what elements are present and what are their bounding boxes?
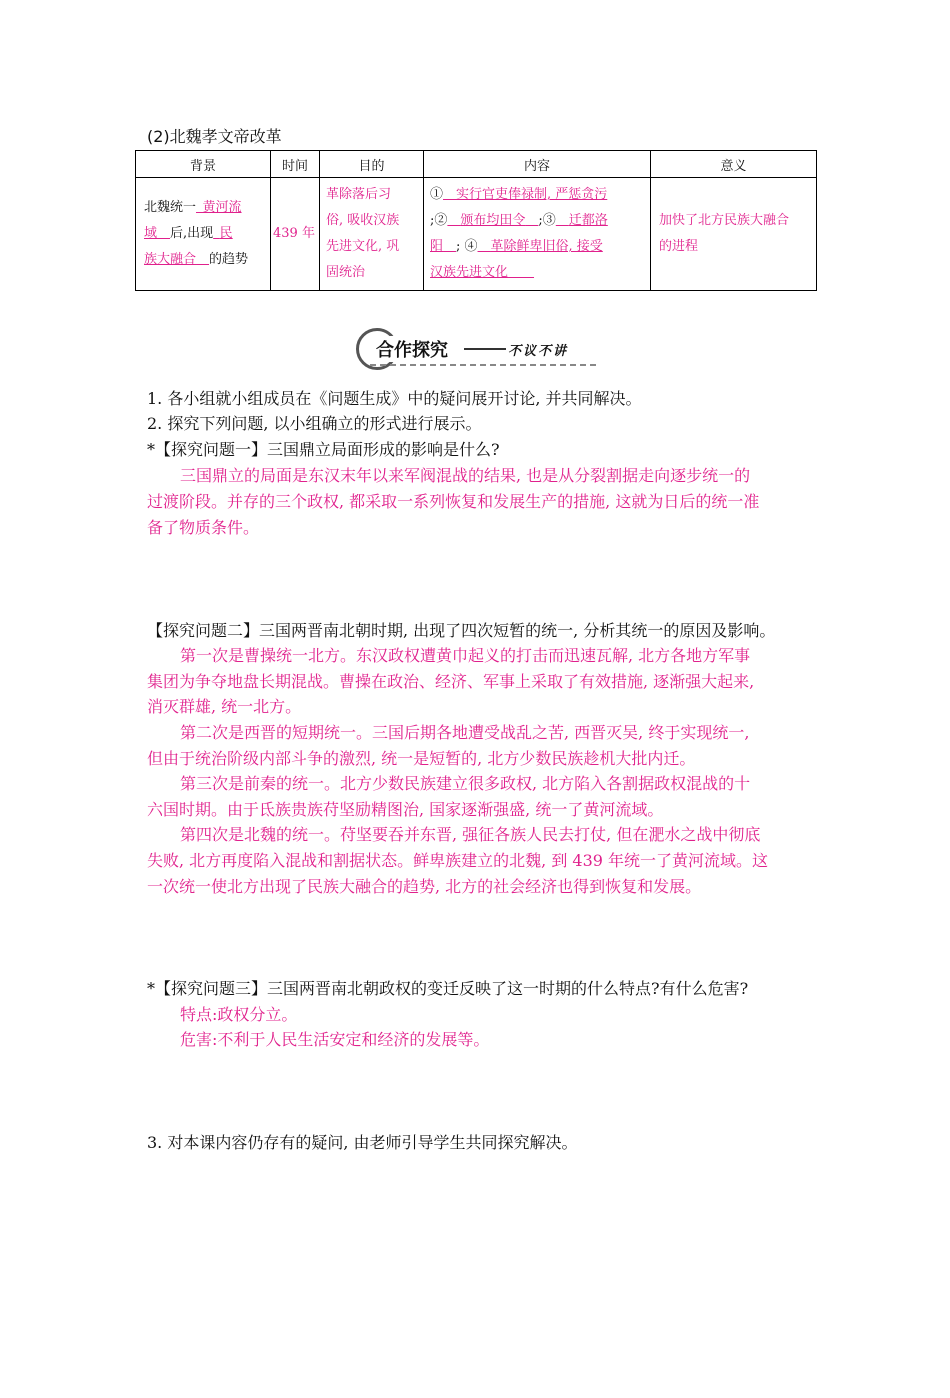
answer-3-line: 特点:政权分立。 [180,1005,298,1024]
answer-1-line: 三国鼎立的局面是东汉末年以来军阀混战的结果, 也是从分裂割据走向逐步统一的 [180,466,751,485]
table-header-row [136,151,817,178]
answer-1-line: 过渡阶段。并存的三个政权, 都采取一系列恢复和发展生产的措施, 这就为日后的统一准 [147,492,760,511]
header-content: 内容 [424,151,651,178]
answer-1-line: 备了物质条件。 [147,518,260,537]
answer-2-line: 第四次是北魏的统一。苻坚要吞并东晋, 强征各族人民去打仗, 但在淝水之战中彻底 [180,825,761,844]
question-1: *【探究问题一】三国鼎立局面形成的影响是什么? [147,440,500,459]
question-3: *【探究问题三】三国两晋南北朝政权的变迁反映了这一时期的什么特点?有什么危害? [147,979,749,998]
banner-title: 合作探究 [374,336,450,362]
banner-subtitle: 不议不讲 [508,344,569,359]
cell-significance: 加快了北方民族大融合 的进程 [651,178,817,291]
answer-2-line: 第二次是西晋的短期统一。三国后期各地遭受战乱之苦, 西晋灭吴, 终于实现统一, [180,723,750,742]
header-purpose: 目的 [320,151,424,178]
answer-2-line: 消灭群雄, 统一北方。 [147,697,302,716]
answer-2-line: 集团为争夺地盘长期混战。曹操在政治、经济、军事上采取了有效措施, 逐渐强大起来, [147,672,755,691]
question-2: 【探究问题二】三国两晋南北朝时期, 出现了四次短暂的统一, 分析其统一的原因及影响。 [147,621,776,640]
banner-dash [464,348,506,350]
blank-yellow-river: 黄河流 [202,200,242,215]
banner-underline [370,364,596,366]
section-title: (2)北魏孝文帝改革 [147,127,282,146]
blank-ethnic-fusion: 族大融合 [144,252,197,267]
answer-2-line: 失败, 北方再度陷入混战和割据状态。鲜卑族建立的北魏, 到 439 年统一了黄河流域。这 [147,851,769,870]
answer-2-line: 六国时期。由于氐族贵族苻坚励精图治, 国家逐渐强盛, 统一了黄河流域。 [147,800,664,819]
answer-2-line: 一次统一使北方出现了民族大融合的趋势, 北方的社会经济也得到恢复和发展。 [147,877,702,896]
reform-table [135,150,817,291]
header-time: 时间 [271,151,320,178]
item-2: 2. 探究下列问题, 以小组确立的形式进行展示。 [147,414,482,433]
cell-background: 北魏统一 黄河流 域 后,出现 民 族大融合 的趋势 [136,178,271,291]
item-1: 1. 各小组就小组成员在《问题生成》中的疑问展开讨论, 并共同解决。 [147,389,642,408]
cooperative-inquiry-banner [356,326,596,370]
table-row [136,178,817,291]
header-background: 背景 [136,151,271,178]
header-significance: 意义 [651,151,817,178]
answer-2-line: 第三次是前秦的统一。北方少数民族建立很多政权, 北方陷入各割据政权混战的十 [180,774,751,793]
cell-content: ① 实行官吏俸禄制, 严惩贪污 ;② 颁布均田令 ;③ 迁都洛 阳 ; ④ 革除鲜卑旧俗, 接受 汉族先进文化 [424,178,651,291]
cell-time: 439 年 [271,178,320,291]
answer-2-line: 第一次是曹操统一北方。东汉政权遭黄巾起义的打击而迅速瓦解, 北方各地方军事 [180,646,751,665]
cell-purpose: 革除落后习 俗, 吸收汉族 先进文化, 巩 固统治 [320,178,424,291]
answer-2-line: 但由于统治阶级内部斗争的激烈, 统一是短暂的, 北方少数民族趁机大批内迁。 [147,749,696,768]
answer-3-line: 危害:不利于人民生活安定和经济的发展等。 [180,1030,490,1049]
item-3: 3. 对本课内容仍存有的疑问, 由老师引导学生共同探究解决。 [147,1133,578,1152]
